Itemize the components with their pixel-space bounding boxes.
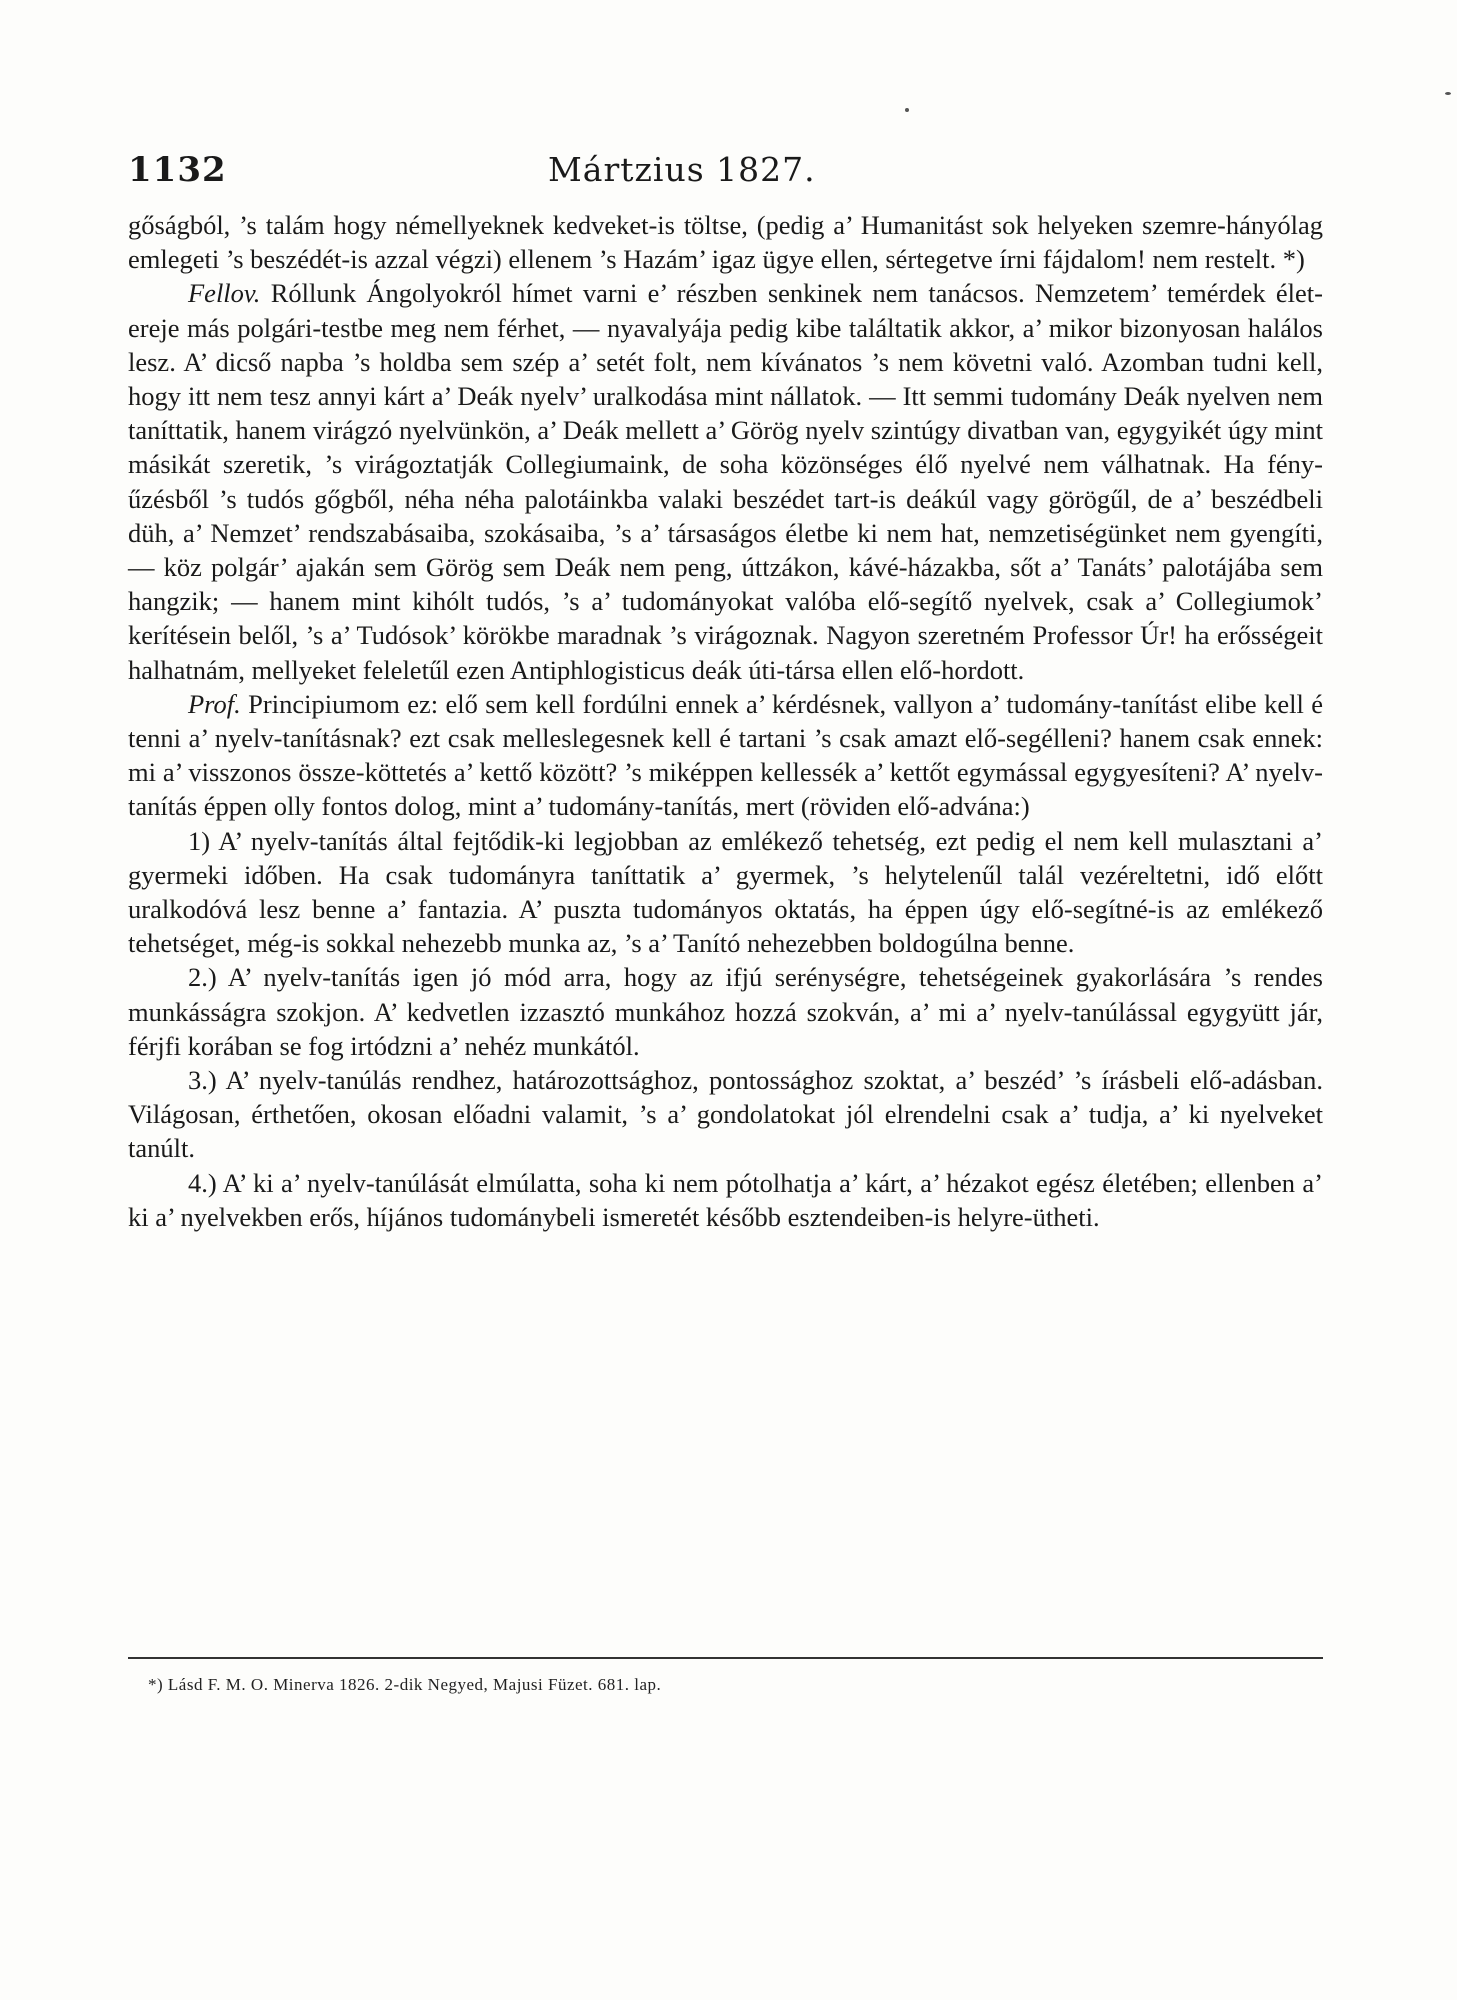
paragraph bbox=[128, 276, 1323, 686]
paragraph bbox=[128, 960, 1323, 1063]
page-header bbox=[128, 150, 1323, 200]
running-head: Mártzius 1827. bbox=[548, 150, 816, 189]
footnote: *) Lásd F. M. O. Minerva 1826. 2-dik Negyed, Majusi Füzet. 681. lap. bbox=[148, 1675, 662, 1694]
print-speck bbox=[905, 108, 909, 112]
paragraph bbox=[128, 208, 1323, 276]
paragraph-text: gőságból, ’s talám hogy némellyeknek kedveket-is töltse, (pedig a’ Humanitást sok helyeken szemre-hányólag emlegeti ’s beszédét-is azzal végzi) ellenem ’s Hazám’ igaz ügye ellen, sértegetve írni fájdalom! nem restelt. *) bbox=[128, 210, 1323, 275]
page-number: 1132 bbox=[128, 150, 227, 190]
speaker-label: Fellov. bbox=[188, 278, 271, 309]
paragraph bbox=[128, 824, 1323, 961]
paragraph bbox=[128, 1063, 1323, 1166]
paragraph-text: 4.) A’ ki a’ nyelv-tanúlását elmúlatta, soha ki nem pótolhatja a’ kárt, a’ hézakot egész életében; ellenben a’ ki a’ nyelvekben erős, híjános tudománybeli ismeretét később esztendeiben-is helyre-ütheti. bbox=[128, 1167, 1323, 1232]
paragraph-text: Róllunk Ángolyokról hímet varni e’ részben senkinek nem tanácsos. Nemzetem’ temérdek élet-ereje más polgári-testbe meg nem férhet, — nyavalyája pedig kibe találtatik akkor, a’ mikor bizonyosan halálos lesz. A’ dicső napba ’s holdba sem szép a’ setét folt, nem kívánatos ’s nem követni való. Azomban tudni kell, hogy itt nem tesz annyi kárt a’ Deák nyelv’ uralkodása mint nállatok. — Itt semmi tudomány Deák nyelven nem taníttatik, hanem virágzó nyelvünkön, a’ Deák mellett a’ Görög nyelv szintúgy divatban van, egygyikét úgy mint másikát szeretik, ’s virágoztatják Collegiumaink, de soha közönséges élő nyelvé nem válhatnak. Ha fény-űzésből ’s tudós gőgből, néha néha palotáinkba valaki beszédet tart-is deákúl vagy görögűl, de a’ beszédbeli düh, a’ Nemzet’ rendszabásaiba, szokásaiba, ’s a’ társaságos életbe ki nem hat, nemzetiségünket nem gyengíti, — köz polgár’ ajakán sem Görög sem Deák nem peng, úttzákon, kávé-házakba, sőt a’ Tanáts’ palotájába sem hangzik; — hanem mint kihólt tudós, ’s a’ tudományokat valóba elő-segítő nyelvek, csak a’ Collegiumok’ kerítésein belől, ’s a’ Tudósok’ körökbe maradnak ’s virágoznak. Nagyon szeretném Professor Úr! ha erősségeit halhatnám, mellyeket feleletűl ezen Antiphlogisticus deák úti-társa ellen elő-hordott. bbox=[128, 278, 1323, 685]
paragraph-text: 3.) A’ nyelv-tanúlás rendhez, határozottsághoz, pontossághoz szoktat, a’ beszéd’ ’s írásbeli elő-adásban. Világosan, érthetően, okosan előadni valamit, ’s a’ gondolatokat jól elrendelni csak a’ tudja, a’ ki nyelveket tanúlt. bbox=[128, 1065, 1323, 1164]
page-body bbox=[128, 208, 1323, 1234]
print-speck bbox=[1445, 92, 1451, 95]
paragraph-text: 2.) A’ nyelv-tanítás igen jó mód arra, hogy az ifjú serénységre, tehetségeinek gyakorlására ’s rendes munkásságra szokjon. A’ kedvetlen izzasztó munkához hozzá szokván, a’ mi a’ nyelv-tanúlással egygyütt jár, férjfi korában se fog irtódzni a’ nehéz munkától. bbox=[128, 962, 1323, 1061]
footnote-divider bbox=[128, 1657, 1323, 1659]
paragraph-text: 1) A’ nyelv-tanítás által fejtődik-ki legjobban az emlékező tehetség, ezt pedig el nem kell mulasztani a’ gyermeki időben. Ha csak tudományra taníttatik a’ gyermek, ’s helytelenűl talál vezéreltetni, idő előtt uralkodóvá lesz benne a’ fantazia. A’ puszta tudományos oktatás, ha éppen úgy elő-segítné-is az emlékező tehetséget, még-is sokkal nehezebb munka az, ’s a’ Tanító nehezebben boldogúlna benne. bbox=[128, 825, 1323, 959]
paragraph-text: Principiumom ez: elő sem kell fordúlni ennek a’ kérdésnek, vallyon a’ tudomány-tanítást elibe kell é tenni a’ nyelv-tanításnak? ezt csak melleslegesnek kell é tartani ’s csak amazt elő-segélleni? hanem csak ennek: mi a’ visszonos össze-köttetés a’ kettő között? ’s miképpen kellessék a’ kettőt egymással egygyesíteni? A’ nyelv-tanítás éppen olly fontos dolog, mint a’ tudomány-tanítás, mert (röviden elő-advána:) bbox=[128, 688, 1323, 822]
speaker-label: Prof. bbox=[188, 688, 249, 719]
paragraph bbox=[128, 687, 1323, 824]
paragraph bbox=[128, 1166, 1323, 1234]
